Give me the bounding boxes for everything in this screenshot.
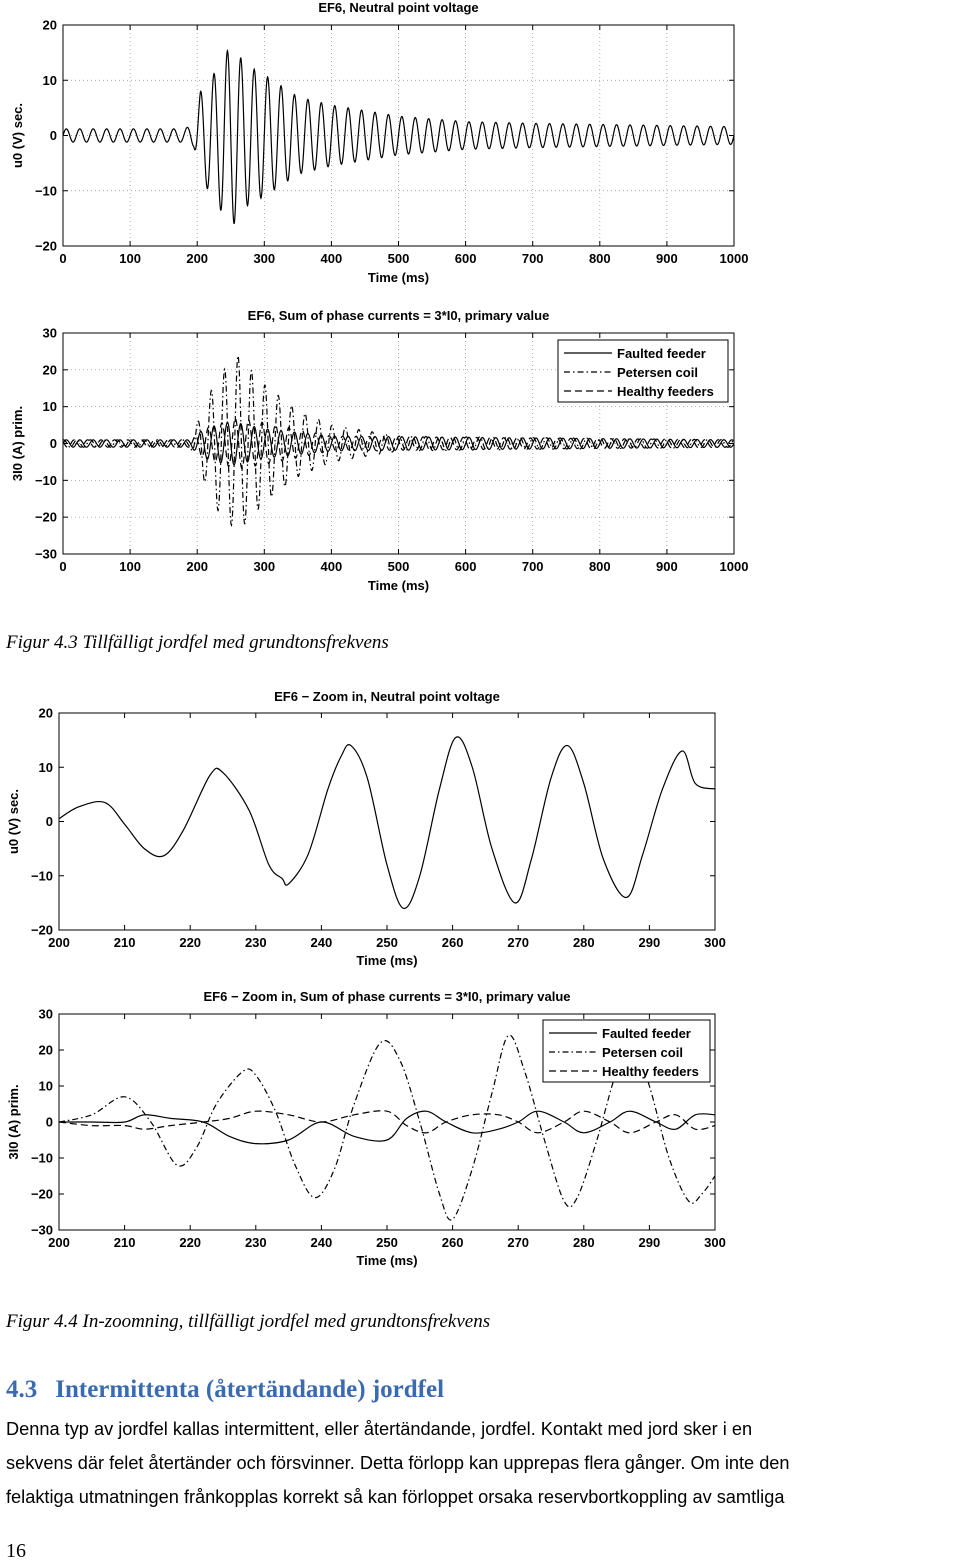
y-tick-label: 30 [42,325,57,341]
y-tick-label: −20 [30,922,53,938]
x-tick-label: 200 [48,1235,70,1250]
y-tick-label: 20 [38,705,53,721]
y-tick-label: −20 [34,238,57,254]
y-tick-label: 20 [38,1042,53,1058]
x-tick-label: 600 [454,559,477,574]
y-tick-label: 0 [45,814,53,829]
chart-zoom-neutral-point-voltage [0,680,960,980]
y-tick-label: −20 [30,1186,53,1202]
figure-caption-4-4: Figur 4.4 In-zoomning, tillfälligt jordfel med grundtonsfrekvens [6,1311,491,1332]
x-tick-label: 100 [119,251,141,266]
y-axis-label: 3I0 (A) prim. [10,405,25,482]
x-tick-label: 400 [320,559,343,574]
x-tick-label: 900 [656,559,678,574]
y-tick-label: −20 [34,509,57,525]
x-tick-label: 230 [244,1235,267,1250]
x-tick-label: 290 [638,935,661,950]
x-tick-label: 200 [48,935,70,950]
legend-label: Petersen coil [602,1045,683,1060]
x-tick-label: 210 [113,935,136,950]
legend-label: Faulted feeder [602,1026,691,1041]
chart-neutral-point-voltage [0,0,960,300]
legend-label: Petersen coil [617,365,698,380]
y-tick-label: −10 [30,868,53,884]
x-tick-label: 300 [253,251,276,266]
x-tick-label: 0 [59,559,67,574]
x-tick-label: 600 [454,251,477,266]
y-axis-label: u0 (V) sec. [6,788,21,855]
x-axis-label: Time (ms) [367,270,430,285]
page-number: 16 [6,1540,26,1562]
section-title: Intermittenta (återtändande) jordfel [55,1376,445,1403]
legend-label: Healthy feeders [617,384,714,399]
chart-title: EF6, Sum of phase currents = 3*I0, primary value [247,308,550,323]
body-paragraph [6,1412,958,1514]
x-tick-label: 500 [387,559,410,574]
x-tick-label: 270 [507,935,530,950]
y-tick-label: 20 [42,17,57,33]
section-heading [6,1376,444,1404]
x-tick-label: 900 [656,251,678,266]
x-tick-label: 250 [376,1235,398,1250]
x-axis-label: Time (ms) [356,1253,418,1268]
figure-caption-4-3: Figur 4.3 Tillfälligt jordfel med grundtonsfrekvens [6,632,389,653]
series-line-faulted-feeder [63,422,734,465]
y-tick-label: 10 [42,399,57,415]
x-tick-label: 260 [441,1235,464,1250]
y-axis-label: 3I0 (A) prim. [6,1084,21,1160]
y-tick-label: 10 [42,72,57,88]
y-tick-label: 0 [49,436,57,451]
y-tick-label: 0 [49,128,57,143]
x-tick-label: 260 [441,935,464,950]
x-tick-label: 230 [244,935,267,950]
section-number: 4.3 [6,1376,38,1403]
y-tick-label: 10 [38,759,53,775]
x-tick-label: 300 [704,1235,726,1250]
x-tick-label: 300 [704,935,726,950]
chart-title: EF6 − Zoom in, Neutral point voltage [274,689,500,704]
y-tick-label: −30 [34,546,57,562]
body-line: felaktiga utmatningen frånkopplas korrekt så kan förloppet orsaka reservbortkoppling av samtliga [6,1487,785,1507]
x-tick-label: 700 [521,559,544,574]
y-tick-label: −10 [34,183,57,199]
x-tick-label: 290 [638,1235,661,1250]
body-line: sekvens där felet återtänder och försvinner. Detta förlopp kan upprepas flera gånger. Om inte den [6,1453,790,1473]
y-axis-label: u0 (V) sec. [10,102,25,169]
y-tick-label: −10 [34,472,57,488]
x-tick-label: 240 [310,1235,333,1250]
y-tick-label: 20 [42,362,57,378]
y-tick-label: 0 [45,1114,53,1130]
x-axis-label: Time (ms) [356,953,418,968]
x-tick-label: 400 [320,251,343,266]
chart-title: EF6, Neutral point voltage [318,0,479,15]
body-line: Denna typ av jordfel kallas intermittent, eller återtändande, jordfel. Kontakt med jord sker i en [6,1419,753,1439]
series-line-healthy-feeders [59,1111,715,1133]
x-tick-label: 250 [376,935,398,950]
x-tick-label: 200 [186,559,209,574]
x-tick-label: 270 [507,1235,530,1250]
x-tick-label: 800 [588,251,611,266]
x-tick-label: 240 [310,935,333,950]
x-tick-label: 1000 [719,251,749,266]
x-tick-label: 700 [521,251,544,266]
x-tick-label: 220 [179,1235,202,1250]
y-tick-label: −30 [30,1222,53,1238]
x-tick-label: 100 [119,559,141,574]
y-tick-label: 30 [38,1006,53,1022]
legend-label: Faulted feeder [617,346,706,361]
y-tick-label: −10 [30,1150,53,1166]
x-tick-label: 210 [113,1235,136,1250]
x-tick-label: 0 [59,251,67,266]
x-tick-label: 280 [572,1235,595,1250]
x-tick-label: 280 [572,935,595,950]
x-tick-label: 220 [179,935,202,950]
chart-title: EF6 − Zoom in, Sum of phase currents = 3*I0, primary value [203,989,571,1004]
y-tick-label: 10 [38,1078,53,1094]
x-axis-label: Time (ms) [367,578,430,593]
series-line-signal [59,737,715,909]
plot-frame [59,713,715,930]
x-tick-label: 300 [253,559,276,574]
x-tick-label: 800 [588,559,611,574]
x-tick-label: 1000 [719,559,749,574]
legend-label: Healthy feeders [602,1064,699,1079]
chart-sum-phase-currents [0,300,960,600]
x-tick-label: 500 [387,251,410,266]
x-tick-label: 200 [186,251,209,266]
chart-zoom-sum-phase-currents [0,980,960,1280]
